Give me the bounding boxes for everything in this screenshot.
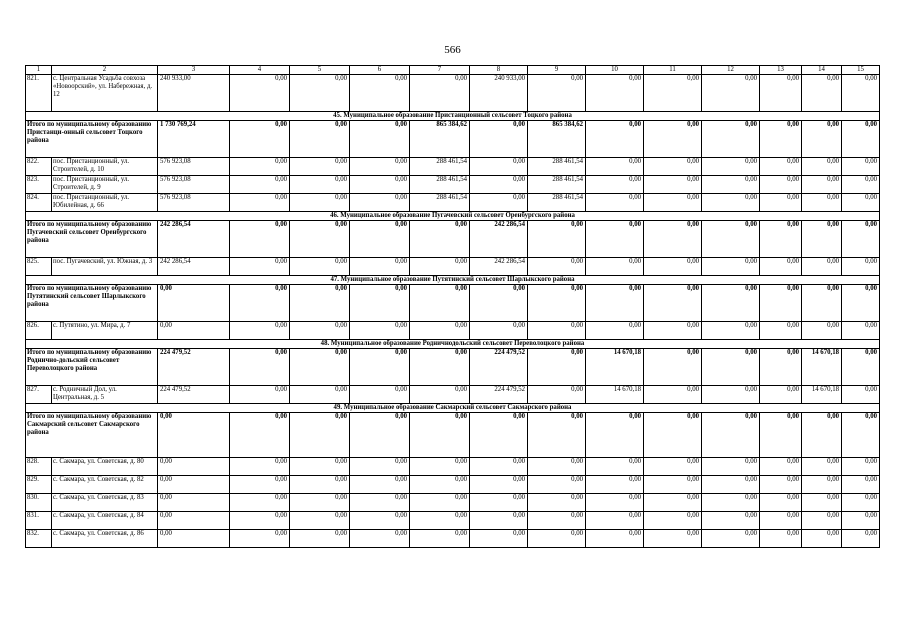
amount-cell: 0,00 [290,285,350,322]
amount-cell: 0,00 [350,194,410,212]
amount-cell: 0,00 [842,322,880,340]
amount-cell: 0,00 [586,285,644,322]
amount-cell: 0,00 [760,285,802,322]
amount-cell: 0,00 [350,221,410,258]
row-number: 823. [26,176,52,194]
amount-cell: 0,00 [350,458,410,476]
amount-cell: 0,00 [702,386,760,404]
amount-cell: 0,00 [586,75,644,112]
amount-cell: 0,00 [410,476,470,494]
amount-cell: 0,00 [158,285,230,322]
amount-cell: 0,00 [760,458,802,476]
amount-cell: 0,00 [802,75,842,112]
amount-cell: 0,00 [586,176,644,194]
amount-cell: 0,00 [586,121,644,158]
amount-cell: 0,00 [290,221,350,258]
amount-cell: 0,00 [586,221,644,258]
amount-cell: 0,00 [230,322,290,340]
amount-cell: 0,00 [802,221,842,258]
amount-cell: 0,00 [702,285,760,322]
section-title: 48. Муниципальное образование Родничнодольский сельсовет Переволоцкого района [26,340,880,349]
data-table [25,65,880,548]
section-header-row [26,112,880,121]
address-cell: с. Сакмара, ул. Советская, д. 84 [52,512,158,530]
amount-cell: 0,00 [644,349,702,386]
amount-cell: 0,00 [230,386,290,404]
amount-cell: 0,00 [230,512,290,530]
amount-cell: 0,00 [644,494,702,512]
amount-cell: 0,00 [470,158,528,176]
table-row [26,258,880,276]
amount-cell: 0,00 [702,413,760,458]
section-title: 45. Муниципальное образование Пристанционный сельсовет Тоцкого района [26,112,880,121]
amount-cell: 0,00 [158,413,230,458]
amount-cell: 288 461,54 [528,158,586,176]
amount-cell: 0,00 [760,121,802,158]
amount-cell: 0,00 [230,121,290,158]
subtotal-row [26,413,880,458]
amount-cell: 0,00 [410,258,470,276]
amount-cell: 576 923,08 [158,158,230,176]
amount-cell: 0,00 [528,75,586,112]
amount-cell: 242 286,54 [158,258,230,276]
amount-cell: 0,00 [760,349,802,386]
amount-cell: 0,00 [410,322,470,340]
amount-cell: 0,00 [158,476,230,494]
amount-cell: 0,00 [230,349,290,386]
amount-cell: 0,00 [702,476,760,494]
amount-cell: 0,00 [350,176,410,194]
amount-cell: 0,00 [470,494,528,512]
amount-cell: 0,00 [702,494,760,512]
column-number: 14 [802,66,842,75]
amount-cell: 0,00 [350,494,410,512]
amount-cell: 0,00 [230,476,290,494]
amount-cell: 0,00 [644,413,702,458]
amount-cell: 0,00 [644,121,702,158]
amount-cell: 0,00 [702,349,760,386]
amount-cell: 0,00 [842,285,880,322]
subtotal-row [26,349,880,386]
column-number: 12 [702,66,760,75]
amount-cell: 0,00 [410,494,470,512]
amount-cell: 0,00 [528,386,586,404]
column-number: 2 [52,66,158,75]
table-row [26,194,880,212]
amount-cell: 0,00 [586,494,644,512]
amount-cell: 0,00 [586,413,644,458]
section-header-row [26,404,880,413]
subtotal-label: Итого по муниципальному образованию Пугачевский сельсовет Оренбургского района [26,221,158,258]
amount-cell: 0,00 [470,512,528,530]
amount-cell: 0,00 [644,322,702,340]
amount-cell: 14 670,18 [586,349,644,386]
amount-cell: 0,00 [290,75,350,112]
amount-cell: 224 479,52 [470,386,528,404]
amount-cell: 1 730 769,24 [158,121,230,158]
amount-cell: 0,00 [644,386,702,404]
amount-cell: 288 461,54 [528,194,586,212]
row-number: 825. [26,258,52,276]
row-number: 822. [26,158,52,176]
amount-cell: 0,00 [842,386,880,404]
amount-cell: 0,00 [290,386,350,404]
amount-cell: 0,00 [760,512,802,530]
amount-cell: 0,00 [470,176,528,194]
amount-cell: 0,00 [350,476,410,494]
amount-cell: 0,00 [350,258,410,276]
address-cell: с. Путятино, ул. Мира, д. 7 [52,322,158,340]
amount-cell: 0,00 [842,458,880,476]
row-number: 827. [26,386,52,404]
amount-cell: 0,00 [842,530,880,548]
amount-cell: 0,00 [802,512,842,530]
amount-cell: 0,00 [644,176,702,194]
amount-cell: 0,00 [528,494,586,512]
address-cell: пос. Пугачевский, ул. Южная, д. 3 [52,258,158,276]
amount-cell: 0,00 [290,322,350,340]
table-row [26,512,880,530]
amount-cell: 865 384,62 [528,121,586,158]
row-number: 824. [26,194,52,212]
amount-cell: 0,00 [290,530,350,548]
amount-cell: 0,00 [528,458,586,476]
amount-cell: 0,00 [802,413,842,458]
amount-cell: 0,00 [702,458,760,476]
amount-cell: 0,00 [802,158,842,176]
amount-cell: 576 923,08 [158,194,230,212]
amount-cell: 0,00 [644,476,702,494]
amount-cell: 0,00 [290,194,350,212]
amount-cell: 0,00 [644,194,702,212]
amount-cell: 0,00 [644,530,702,548]
subtotal-label: Итого по муниципальному образованию Пристанци-онный сельсовет Тоцкого района [26,121,158,158]
amount-cell: 0,00 [410,458,470,476]
amount-cell: 0,00 [760,476,802,494]
amount-cell: 0,00 [230,413,290,458]
amount-cell: 0,00 [586,476,644,494]
amount-cell: 224 479,52 [470,349,528,386]
amount-cell: 0,00 [290,494,350,512]
amount-cell: 0,00 [802,176,842,194]
column-number: 7 [410,66,470,75]
amount-cell: 0,00 [586,158,644,176]
section-header-row [26,340,880,349]
amount-cell: 14 670,18 [802,349,842,386]
amount-cell: 0,00 [470,413,528,458]
subtotal-label: Итого по муниципальному образованию Путятинский сельсовет Шарлыкского района [26,285,158,322]
amount-cell: 0,00 [158,512,230,530]
amount-cell: 0,00 [410,413,470,458]
amount-cell: 242 286,54 [158,221,230,258]
amount-cell: 224 479,52 [158,349,230,386]
amount-cell: 0,00 [760,176,802,194]
amount-cell: 0,00 [842,258,880,276]
address-cell: с. Центральная Усадьба совхоза «Новоорский», ул. Набережная, д. 12 [52,75,158,112]
amount-cell: 0,00 [230,458,290,476]
amount-cell: 0,00 [470,530,528,548]
amount-cell: 0,00 [230,75,290,112]
row-number: 831. [26,512,52,530]
amount-cell: 0,00 [644,458,702,476]
amount-cell: 0,00 [586,458,644,476]
amount-cell: 0,00 [760,530,802,548]
amount-cell: 0,00 [802,258,842,276]
subtotal-row [26,221,880,258]
amount-cell: 0,00 [586,530,644,548]
amount-cell: 0,00 [842,512,880,530]
amount-cell: 0,00 [350,285,410,322]
amount-cell: 242 286,54 [470,258,528,276]
amount-cell: 0,00 [702,512,760,530]
column-number-row [26,66,880,75]
row-number: 828. [26,458,52,476]
amount-cell: 0,00 [644,258,702,276]
amount-cell: 865 384,62 [410,121,470,158]
amount-cell: 0,00 [702,221,760,258]
amount-cell: 0,00 [760,322,802,340]
amount-cell: 0,00 [528,285,586,322]
address-cell: с. Родничный Дол, ул. Центральная, д. 5 [52,386,158,404]
column-number: 8 [470,66,528,75]
section-header-row [26,212,880,221]
amount-cell: 0,00 [290,476,350,494]
amount-cell: 0,00 [760,75,802,112]
amount-cell: 0,00 [290,121,350,158]
amount-cell: 0,00 [290,512,350,530]
amount-cell: 0,00 [528,413,586,458]
amount-cell: 0,00 [528,512,586,530]
amount-cell: 576 923,08 [158,176,230,194]
amount-cell: 14 670,18 [802,386,842,404]
subtotal-label: Итого по муниципальному образованию Сакмарский сельсовет Сакмарского района [26,413,158,458]
amount-cell: 0,00 [802,194,842,212]
amount-cell: 0,00 [470,194,528,212]
amount-cell: 14 670,18 [586,386,644,404]
table-row [26,322,880,340]
address-cell: пос. Пристанционный, ул. Юбилейная, д. 66 [52,194,158,212]
amount-cell: 0,00 [702,121,760,158]
amount-cell: 240 933,00 [158,75,230,112]
amount-cell: 0,00 [230,285,290,322]
amount-cell: 0,00 [290,258,350,276]
amount-cell: 0,00 [586,512,644,530]
amount-cell: 0,00 [290,413,350,458]
table-row [26,386,880,404]
address-cell: с. Сакмара, ул. Советская, д. 80 [52,458,158,476]
amount-cell: 0,00 [802,285,842,322]
amount-cell: 0,00 [586,258,644,276]
amount-cell: 0,00 [230,530,290,548]
amount-cell: 0,00 [290,349,350,386]
amount-cell: 0,00 [410,75,470,112]
amount-cell: 0,00 [802,494,842,512]
amount-cell: 0,00 [350,530,410,548]
amount-cell: 0,00 [842,413,880,458]
section-title: 49. Муниципальное образование Сакмарский сельсовет Сакмарского района [26,404,880,413]
amount-cell: 0,00 [350,158,410,176]
amount-cell: 288 461,54 [410,158,470,176]
amount-cell: 0,00 [702,530,760,548]
table-body [26,66,880,548]
amount-cell: 0,00 [760,413,802,458]
row-number: 830. [26,494,52,512]
amount-cell: 0,00 [528,322,586,340]
amount-cell: 0,00 [410,285,470,322]
table-row [26,458,880,476]
column-number: 13 [760,66,802,75]
address-cell: с. Сакмара, ул. Советская, д. 86 [52,530,158,548]
amount-cell: 0,00 [410,221,470,258]
amount-cell: 0,00 [410,512,470,530]
amount-cell: 0,00 [528,349,586,386]
amount-cell: 0,00 [158,530,230,548]
amount-cell: 0,00 [158,494,230,512]
amount-cell: 0,00 [350,413,410,458]
column-number: 4 [230,66,290,75]
amount-cell: 0,00 [644,75,702,112]
amount-cell: 0,00 [702,194,760,212]
amount-cell: 0,00 [644,285,702,322]
amount-cell: 240 933,00 [470,75,528,112]
table-row [26,176,880,194]
amount-cell: 0,00 [760,386,802,404]
amount-cell: 0,00 [410,349,470,386]
amount-cell: 0,00 [350,75,410,112]
column-number: 3 [158,66,230,75]
amount-cell: 0,00 [702,258,760,276]
amount-cell: 0,00 [842,121,880,158]
address-cell: с. Сакмара, ул. Советская, д. 83 [52,494,158,512]
amount-cell: 0,00 [290,458,350,476]
table-row [26,494,880,512]
amount-cell: 0,00 [842,494,880,512]
column-number: 10 [586,66,644,75]
amount-cell: 0,00 [802,476,842,494]
amount-cell: 0,00 [702,75,760,112]
amount-cell: 0,00 [842,476,880,494]
row-number: 826. [26,322,52,340]
table-row [26,530,880,548]
column-number: 1 [26,66,52,75]
row-number: 832. [26,530,52,548]
section-title: 46. Муниципальное образование Пугачевский сельсовет Оренбургского района [26,212,880,221]
amount-cell: 0,00 [350,121,410,158]
amount-cell: 0,00 [230,494,290,512]
amount-cell: 288 461,54 [528,176,586,194]
amount-cell: 0,00 [528,530,586,548]
subtotal-label: Итого по муниципальному образованию Роднично-дольский сельсовет Переволоцкого района [26,349,158,386]
amount-cell: 0,00 [230,221,290,258]
amount-cell: 0,00 [802,458,842,476]
amount-cell: 0,00 [410,530,470,548]
section-title: 47. Муниципальное образование Путятинский сельсовет Шарлыкского района [26,276,880,285]
amount-cell: 0,00 [470,322,528,340]
table-row [26,476,880,494]
address-cell: пос. Пристанционный, ул. Строителей, д. 10 [52,158,158,176]
amount-cell: 0,00 [230,194,290,212]
column-number: 5 [290,66,350,75]
amount-cell: 224 479,52 [158,386,230,404]
amount-cell: 0,00 [158,322,230,340]
amount-cell: 0,00 [842,158,880,176]
amount-cell: 0,00 [350,512,410,530]
amount-cell: 242 286,54 [470,221,528,258]
amount-cell: 0,00 [644,158,702,176]
amount-cell: 0,00 [644,221,702,258]
table-row [26,75,880,112]
amount-cell: 0,00 [290,158,350,176]
amount-cell: 0,00 [350,386,410,404]
amount-cell: 0,00 [842,75,880,112]
amount-cell: 0,00 [230,176,290,194]
amount-cell: 0,00 [350,322,410,340]
amount-cell: 0,00 [350,349,410,386]
amount-cell: 0,00 [586,194,644,212]
table-row [26,158,880,176]
address-cell: пос. Пристанционный, ул. Строителей, д. 9 [52,176,158,194]
amount-cell: 0,00 [158,458,230,476]
amount-cell: 0,00 [470,121,528,158]
amount-cell: 0,00 [760,258,802,276]
amount-cell: 0,00 [760,221,802,258]
amount-cell: 0,00 [802,322,842,340]
amount-cell: 288 461,54 [410,194,470,212]
amount-cell: 0,00 [410,386,470,404]
row-number: 821. [26,75,52,112]
amount-cell: 0,00 [802,121,842,158]
amount-cell: 0,00 [802,530,842,548]
amount-cell: 0,00 [230,158,290,176]
amount-cell: 0,00 [644,512,702,530]
column-number: 9 [528,66,586,75]
section-header-row [26,276,880,285]
amount-cell: 0,00 [528,221,586,258]
amount-cell: 0,00 [470,476,528,494]
subtotal-row [26,121,880,158]
amount-cell: 0,00 [702,158,760,176]
amount-cell: 0,00 [842,194,880,212]
amount-cell: 0,00 [470,285,528,322]
amount-cell: 0,00 [528,258,586,276]
row-number: 829. [26,476,52,494]
subtotal-row [26,285,880,322]
amount-cell: 0,00 [842,349,880,386]
amount-cell: 0,00 [842,221,880,258]
amount-cell: 0,00 [528,476,586,494]
amount-cell: 0,00 [290,176,350,194]
amount-cell: 0,00 [760,494,802,512]
column-number: 11 [644,66,702,75]
amount-cell: 0,00 [760,158,802,176]
address-cell: с. Сакмара, ул. Советская, д. 82 [52,476,158,494]
amount-cell: 288 461,54 [410,176,470,194]
amount-cell: 0,00 [230,258,290,276]
amount-cell: 0,00 [586,322,644,340]
amount-cell: 0,00 [702,322,760,340]
column-number: 15 [842,66,880,75]
amount-cell: 0,00 [760,194,802,212]
amount-cell: 0,00 [842,176,880,194]
column-number: 6 [350,66,410,75]
amount-cell: 0,00 [470,458,528,476]
amount-cell: 0,00 [702,176,760,194]
page-number: 566 [444,44,461,56]
